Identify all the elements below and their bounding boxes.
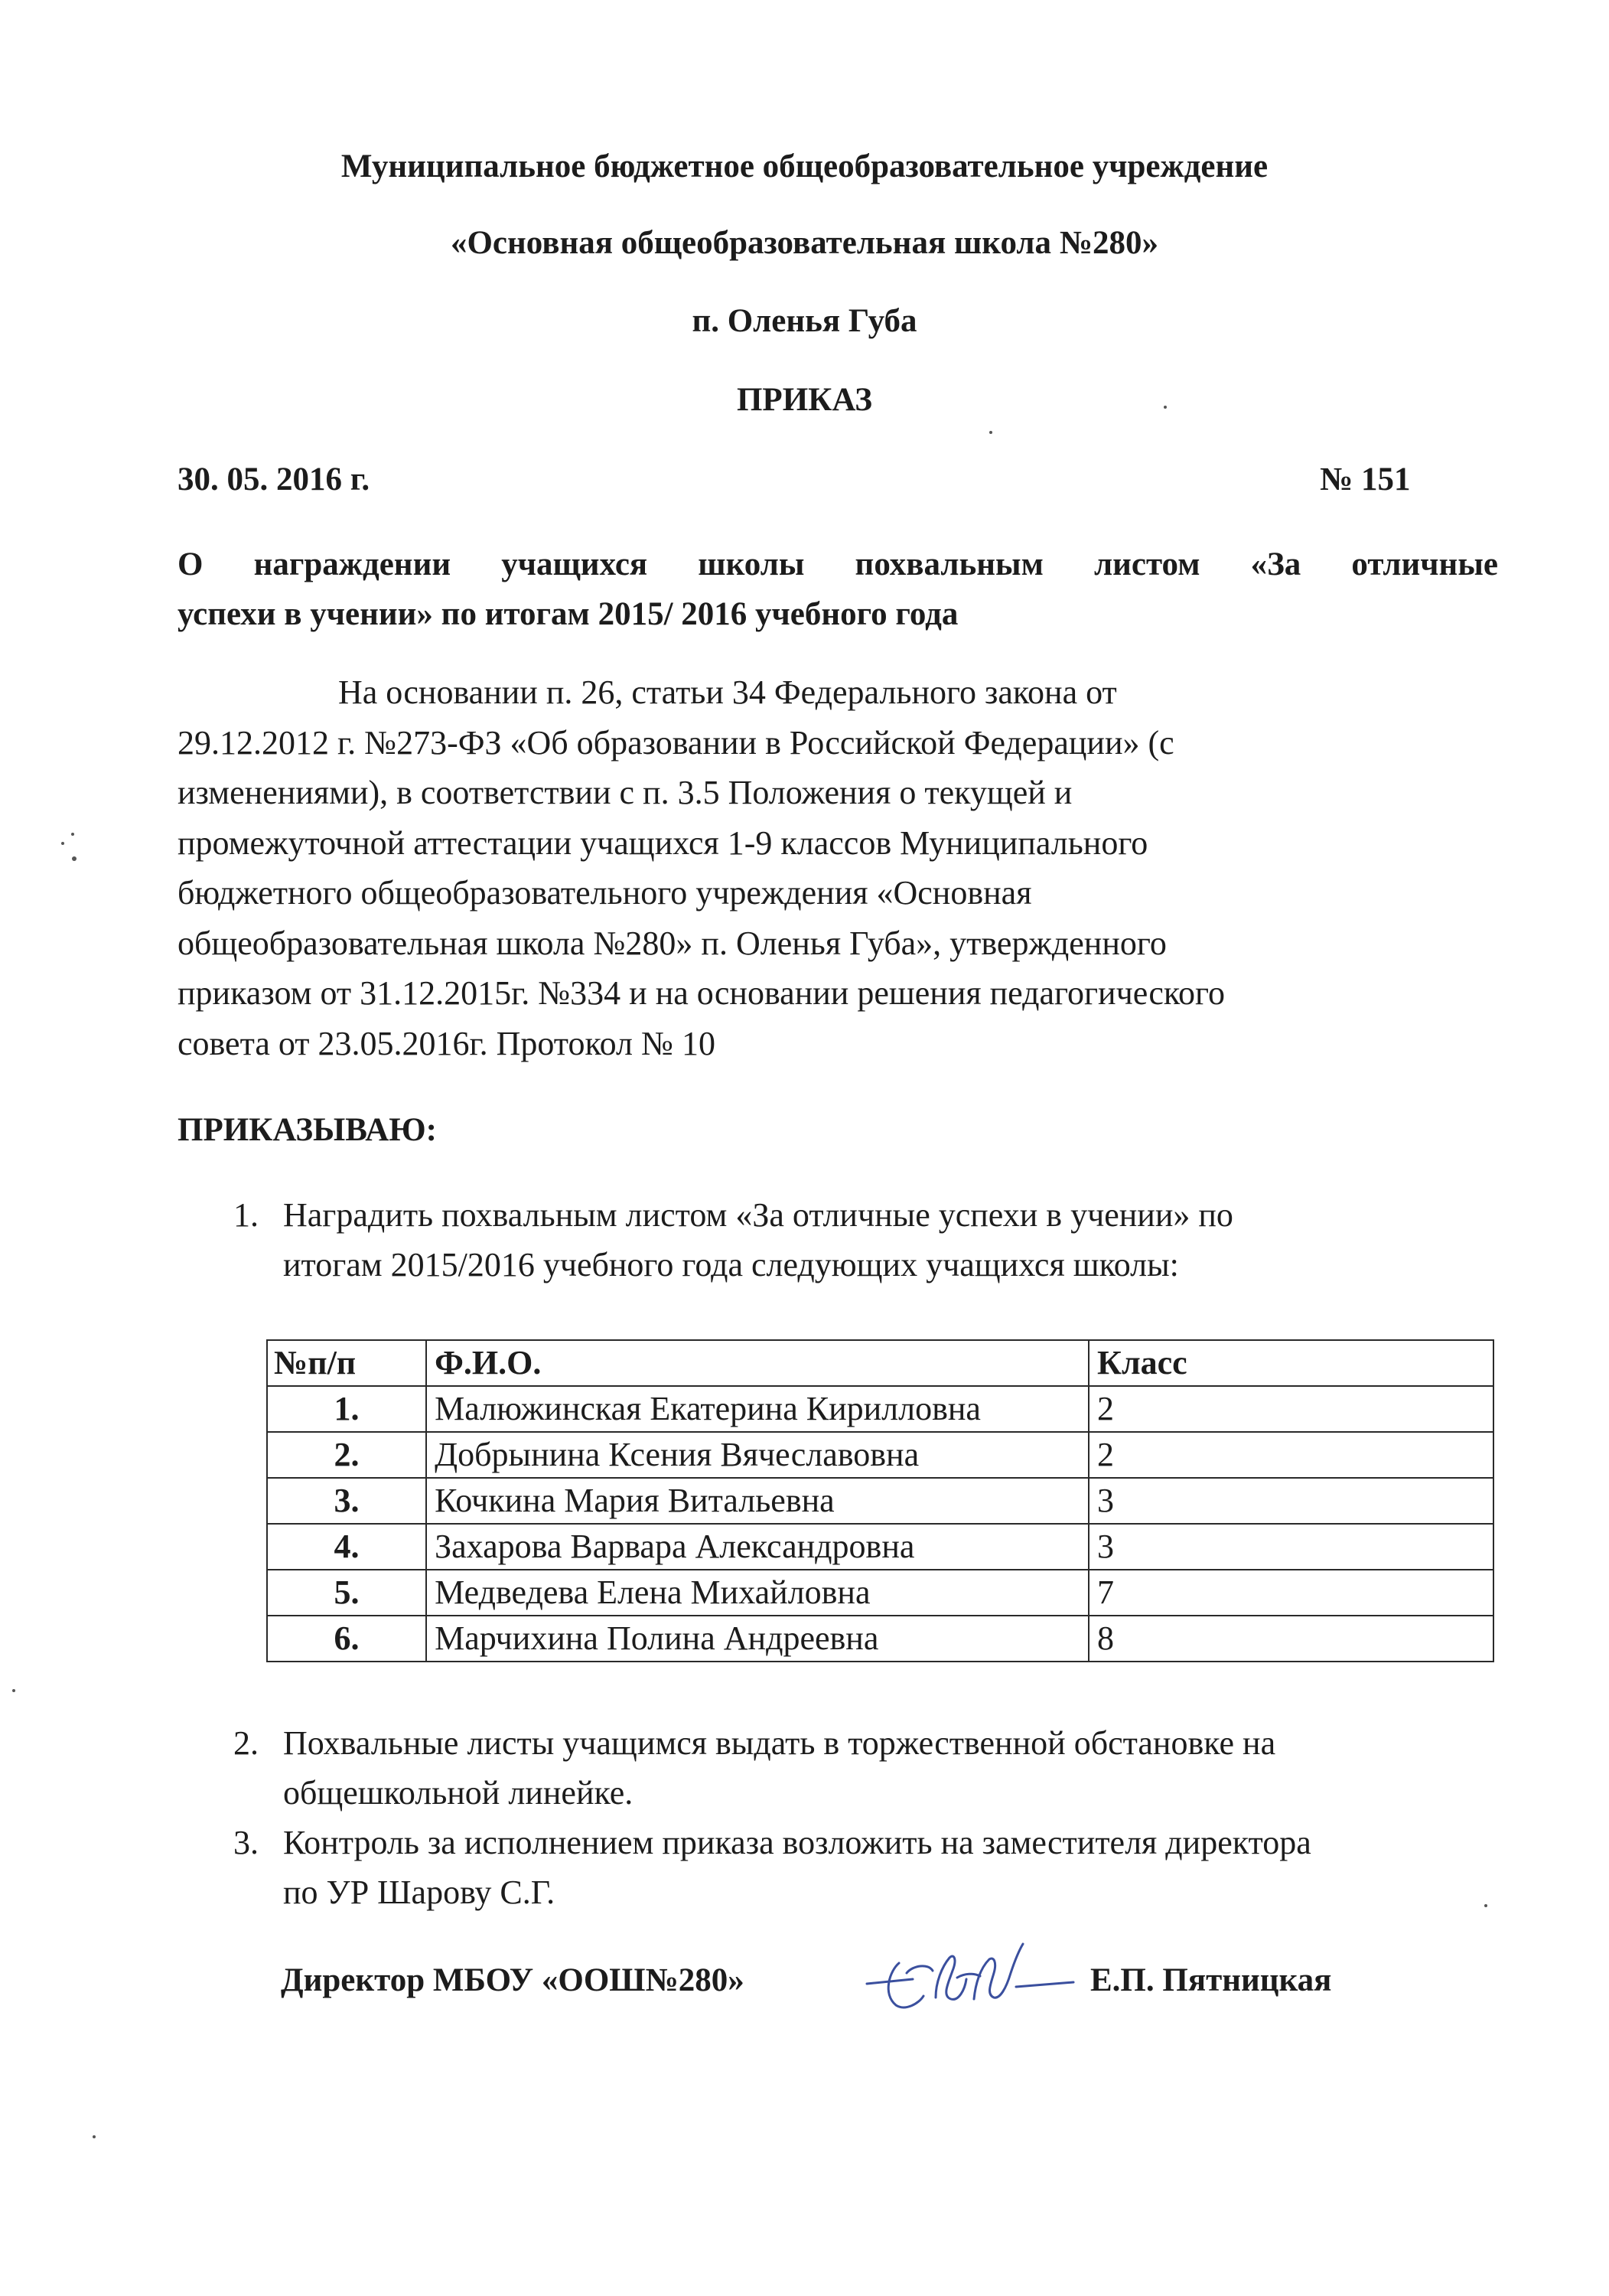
table-row	[267, 1432, 1493, 1478]
order-number: № 151	[1320, 461, 1411, 497]
cell-class: 2	[1089, 1432, 1493, 1478]
cell-number: 6.	[267, 1616, 426, 1662]
basis-line: общеобразовательная школа №280» п. Оленья Губа», утвержденного	[178, 924, 1167, 962]
order-subject	[178, 540, 1498, 639]
awards-table	[266, 1339, 1494, 1662]
item-text	[283, 1818, 1515, 1917]
cell-class: 3	[1089, 1478, 1493, 1524]
cell-name: Добрынина Ксения Вячеславовна	[426, 1432, 1089, 1478]
cell-class: 2	[1089, 1386, 1493, 1432]
cell-number: 5.	[267, 1570, 426, 1616]
cell-name: Медведева Елена Михайловна	[426, 1570, 1089, 1616]
basis-paragraph	[178, 667, 1524, 1068]
item-line: Похвальные листы учащимся выдать в торжественной обстановке на	[283, 1724, 1276, 1762]
cell-number: 2.	[267, 1432, 426, 1478]
cell-class: 3	[1089, 1524, 1493, 1570]
item-line: по УР Шарову С.Г.	[283, 1874, 555, 1911]
table-row	[267, 1386, 1493, 1432]
column-header-number: №п/п	[267, 1340, 426, 1386]
basis-line: приказом от 31.12.2015г. №334 и на основании решения педагогического	[178, 974, 1225, 1012]
cell-number: 1.	[267, 1386, 426, 1432]
item-line: итогам 2015/2016 учебного года следующих учащихся школы:	[283, 1246, 1179, 1283]
cell-number: 3.	[267, 1478, 426, 1524]
subject-line: О награждении учащихся школы похвальным листом «За отличные	[178, 546, 1498, 582]
cell-class: 8	[1089, 1616, 1493, 1662]
basis-line: промежуточной аттестации учащихся 1-9 классов Муниципального	[178, 823, 1148, 862]
column-header-class: Класс	[1089, 1340, 1493, 1386]
table-row	[267, 1478, 1493, 1524]
table-header-row	[267, 1340, 1493, 1386]
location: п. Оленья Губа	[692, 303, 917, 339]
cell-name: Марчихина Полина Андреевна	[426, 1616, 1089, 1662]
table-row	[267, 1616, 1493, 1662]
cell-class: 7	[1089, 1570, 1493, 1616]
item-number: 3.	[233, 1824, 259, 1861]
signature-block	[281, 1929, 1505, 2051]
item-text	[283, 1718, 1515, 1818]
document-type: ПРИКАЗ	[736, 382, 873, 418]
item-line: Наградить похвальным листом «За отличные успехи в учении» по	[283, 1196, 1233, 1234]
order-heading: ПРИКАЗЫВАЮ:	[178, 1112, 438, 1148]
basis-line: совета от 23.05.2016г. Протокол № 10	[178, 1024, 715, 1062]
basis-line: бюджетного общеобразовательного учреждения «Основная	[178, 874, 1032, 912]
table-row	[267, 1570, 1493, 1616]
table-row	[267, 1524, 1493, 1570]
item-text	[283, 1190, 1515, 1290]
subject-line: успехи в учении» по итогам 2015/ 2016 учебного года	[178, 596, 959, 632]
order-date: 30. 05. 2016 г.	[178, 461, 370, 497]
item-number: 2.	[233, 1724, 259, 1762]
column-header-name: Ф.И.О.	[426, 1340, 1089, 1386]
org-name-line2: «Основная общеобразовательная школа №280»	[450, 225, 1158, 261]
cell-name: Захарова Варвара Александровна	[426, 1524, 1089, 1570]
item-number: 1.	[233, 1196, 259, 1234]
cell-name: Малюжинская Екатерина Кирилловна	[426, 1386, 1089, 1432]
basis-line: изменениями), в соответствии с п. 3.5 Положения о текущей и	[178, 774, 1073, 811]
signatory-name: Е.П. Пятницкая	[1090, 1962, 1332, 1998]
item-line: Контроль за исполнением приказа возложить на заместителя директора	[283, 1824, 1311, 1861]
basis-line: На основании п. 26, статьи 34 Федерального закона от	[338, 673, 1117, 711]
item-line: общешкольной линейке.	[283, 1774, 634, 1812]
org-name-line1: Муниципальное бюджетное общеобразовательное учреждение	[340, 148, 1269, 184]
signatory-position: Директор МБОУ «ООШ№280»	[281, 1962, 744, 1998]
cell-number: 4.	[267, 1524, 426, 1570]
handwritten-signature	[859, 1929, 1089, 2043]
basis-line: 29.12.2012 г. №273-ФЗ «Об образовании в Российской Федерации» (с	[178, 723, 1174, 762]
cell-name: Кочкина Мария Витальевна	[426, 1478, 1089, 1524]
